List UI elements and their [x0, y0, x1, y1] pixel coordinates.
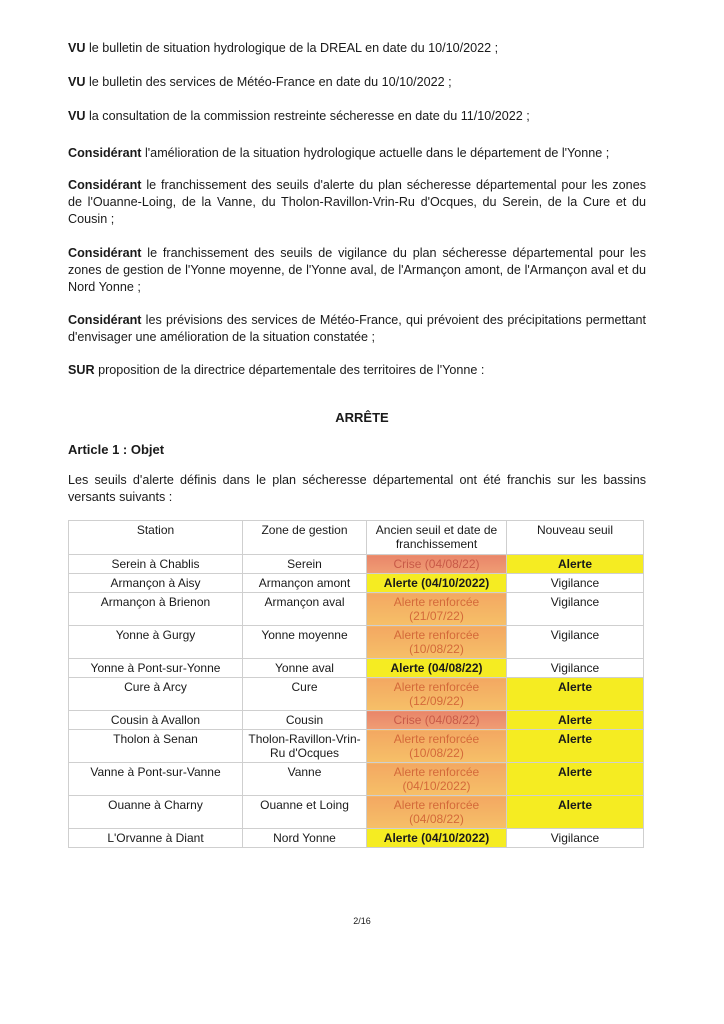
paragraph-text: le franchissement des seuils de vigilance du plan sécheresse départemental pour les zones de gestion de l'Yonne moyenne, de l'Yonne aval, de l'Armançon amont, de l'Armançon aval et du Nord Yonne ;: [68, 246, 646, 294]
paragraph-vu-commission: [68, 108, 646, 125]
station-cell: Ouanne à Charny: [69, 796, 243, 829]
nouveau-seuil-cell: Vigilance: [507, 829, 644, 848]
zone-cell: Yonne aval: [243, 659, 367, 678]
station-cell: Yonne à Gurgy: [69, 626, 243, 659]
ancien-seuil-cell: Alerte (04/10/2022): [367, 574, 507, 593]
table-row: [69, 678, 644, 711]
table-row: [69, 593, 644, 626]
document-title: ARRÊTE: [335, 410, 389, 425]
ancien-seuil-cell: Alerte (04/08/22): [367, 659, 507, 678]
station-cell: Vanne à Pont-sur-Vanne: [69, 763, 243, 796]
article-heading: Article 1 : Objet: [68, 442, 165, 457]
paragraph-text: le bulletin de situation hydrologique de la DREAL en date du 10/10/2022 ;: [85, 41, 499, 55]
table-header-row: [69, 521, 644, 555]
table-row: [69, 829, 644, 848]
zone-cell: Cousin: [243, 711, 367, 730]
table-row: [69, 574, 644, 593]
ancien-seuil-cell: Alerte renforcée (10/08/22): [367, 730, 507, 763]
station-cell: L'Orvanne à Diant: [69, 829, 243, 848]
table-row: [69, 626, 644, 659]
nouveau-seuil-cell: Alerte: [507, 796, 644, 829]
header-station: Station: [69, 521, 243, 555]
header-nouveau-seuil: Nouveau seuil: [507, 521, 644, 555]
zone-cell: Serein: [243, 555, 367, 574]
zone-cell: Nord Yonne: [243, 829, 367, 848]
table-row: [69, 659, 644, 678]
zone-cell: Tholon-Ravillon-Vrin-Ru d'Ocques: [243, 730, 367, 763]
nouveau-seuil-cell: Alerte: [507, 730, 644, 763]
paragraph-text: les prévisions des services de Météo-France, qui prévoient des précipitations permettant d'envisager une amélioration de la situation constatée ;: [68, 313, 646, 344]
paragraph-text: le bulletin des services de Météo-France en date du 10/10/2022 ;: [85, 75, 452, 89]
page-number: 2/16: [353, 916, 371, 926]
ancien-seuil-cell: Alerte renforcée (21/07/22): [367, 593, 507, 626]
nouveau-seuil-cell: Vigilance: [507, 659, 644, 678]
paragraph-text: le franchissement des seuils d'alerte du plan sécheresse départemental pour les zones de l'Ouanne-Loing, de la Vanne, du Tholon-Ravillon-Vrin-Ru d'Ocques, du Serein, de la Cure et du Cousin ;: [68, 178, 646, 226]
nouveau-seuil-cell: Vigilance: [507, 574, 644, 593]
drought-threshold-table: [68, 520, 644, 848]
station-cell: Tholon à Senan: [69, 730, 243, 763]
nouveau-seuil-cell: Alerte: [507, 763, 644, 796]
paragraph-lead: VU: [68, 41, 86, 55]
paragraph-vu-dreal: [68, 40, 646, 57]
ancien-seuil-cell: Alerte renforcée (04/08/22): [367, 796, 507, 829]
station-cell: Serein à Chablis: [69, 555, 243, 574]
zone-cell: Vanne: [243, 763, 367, 796]
zone-cell: Ouanne et Loing: [243, 796, 367, 829]
paragraph-lead: Considérant: [68, 178, 142, 192]
table-row: [69, 730, 644, 763]
ancien-seuil-cell: Crise (04/08/22): [367, 711, 507, 730]
zone-cell: Yonne moyenne: [243, 626, 367, 659]
nouveau-seuil-cell: Vigilance: [507, 593, 644, 626]
zone-cell: Armançon amont: [243, 574, 367, 593]
ancien-seuil-cell: Crise (04/08/22): [367, 555, 507, 574]
header-ancien-seuil: Ancien seuil et date de franchissement: [367, 521, 507, 555]
station-cell: Armançon à Aisy: [69, 574, 243, 593]
paragraph-considerant-previsions: [68, 312, 646, 346]
nouveau-seuil-cell: Vigilance: [507, 626, 644, 659]
paragraph-lead: SUR: [68, 363, 95, 377]
header-zone: Zone de gestion: [243, 521, 367, 555]
table-row: [69, 555, 644, 574]
article-intro: Les seuils d'alerte définis dans le plan sécheresse départemental ont été franchis sur les bassins versants suivants :: [68, 473, 646, 504]
paragraph-text: la consultation de la commission restreinte sécheresse en date du 11/10/2022 ;: [85, 109, 530, 123]
paragraph-text: l'amélioration de la situation hydrologique actuelle dans le département de l'Yonne ;: [141, 146, 610, 160]
paragraph-considerant-alerte: [68, 177, 646, 228]
table-row: [69, 711, 644, 730]
table-row: [69, 796, 644, 829]
table-row: [69, 763, 644, 796]
station-cell: Yonne à Pont-sur-Yonne: [69, 659, 243, 678]
zone-cell: Armançon aval: [243, 593, 367, 626]
station-cell: Armançon à Brienon: [69, 593, 243, 626]
nouveau-seuil-cell: Alerte: [507, 678, 644, 711]
paragraph-lead: VU: [68, 75, 86, 89]
ancien-seuil-cell: Alerte (04/10/2022): [367, 829, 507, 848]
paragraph-lead: VU: [68, 109, 86, 123]
paragraph-lead: Considérant: [68, 246, 142, 260]
paragraph-sur-proposition: [68, 362, 646, 379]
station-cell: Cure à Arcy: [69, 678, 243, 711]
paragraph-considerant-vigilance: [68, 245, 646, 296]
zone-cell: Cure: [243, 678, 367, 711]
station-cell: Cousin à Avallon: [69, 711, 243, 730]
ancien-seuil-cell: Alerte renforcée (10/08/22): [367, 626, 507, 659]
paragraph-considerant-amelioration: [68, 145, 646, 162]
table-body: [69, 555, 644, 848]
paragraph-lead: Considérant: [68, 146, 142, 160]
paragraph-text: proposition de la directrice départementale des territoires de l'Yonne :: [94, 363, 485, 377]
ancien-seuil-cell: Alerte renforcée (12/09/22): [367, 678, 507, 711]
paragraph-vu-meteo: [68, 74, 646, 91]
ancien-seuil-cell: Alerte renforcée (04/10/2022): [367, 763, 507, 796]
nouveau-seuil-cell: Alerte: [507, 555, 644, 574]
paragraph-lead: Considérant: [68, 313, 142, 327]
nouveau-seuil-cell: Alerte: [507, 711, 644, 730]
